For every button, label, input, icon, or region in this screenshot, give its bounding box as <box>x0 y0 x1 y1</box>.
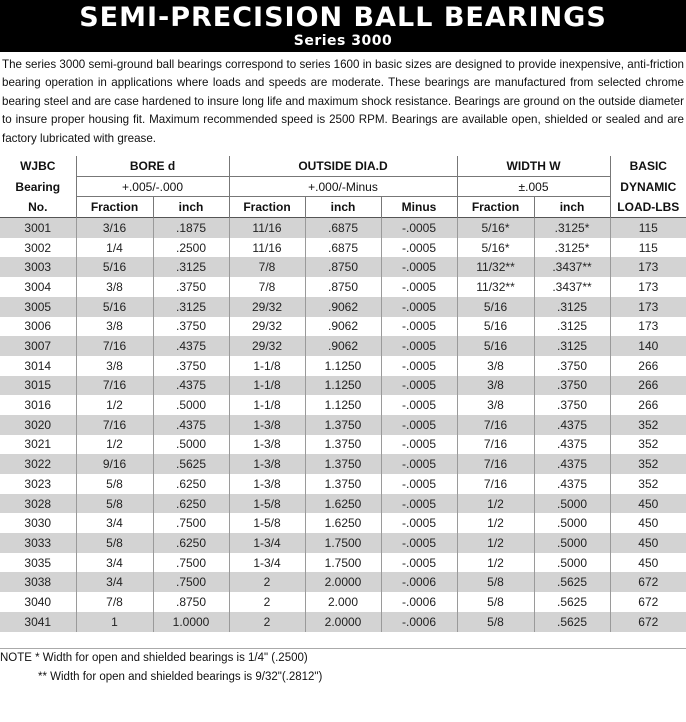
cell-bore-inch: .3125 <box>153 297 229 317</box>
cell-od-inch: 2.0000 <box>305 612 381 632</box>
cell-load-lbs: 173 <box>610 317 686 337</box>
cell-bearing-no: 3041 <box>0 612 76 632</box>
cell-od-fraction: 1-3/8 <box>229 454 305 474</box>
cell-bore-fraction: 3/8 <box>76 356 153 376</box>
cell-width-inch: .3750 <box>534 376 610 396</box>
cell-od-minus: -.0005 <box>381 257 457 277</box>
cell-bore-inch: .8750 <box>153 592 229 612</box>
cell-width-fraction: 7/16 <box>457 454 534 474</box>
cell-load-lbs: 352 <box>610 454 686 474</box>
cell-od-fraction: 1-3/8 <box>229 435 305 455</box>
cell-od-fraction: 1-5/8 <box>229 494 305 514</box>
cell-od-minus: -.0005 <box>381 395 457 415</box>
cell-od-minus: -.0005 <box>381 513 457 533</box>
col-header-bore: BORE d <box>76 156 229 176</box>
cell-load-lbs: 115 <box>610 218 686 238</box>
col-header-od-fraction: Fraction <box>229 197 305 218</box>
col-header-width: WIDTH W <box>457 156 610 176</box>
cell-od-fraction: 1-3/8 <box>229 415 305 435</box>
cell-bore-fraction: 5/16 <box>76 257 153 277</box>
cell-width-fraction: 3/8 <box>457 376 534 396</box>
cell-width-fraction: 7/16 <box>457 415 534 435</box>
cell-od-inch: 1.6250 <box>305 494 381 514</box>
cell-od-fraction: 1-1/8 <box>229 376 305 396</box>
cell-od-minus: -.0005 <box>381 277 457 297</box>
cell-od-minus: -.0005 <box>381 494 457 514</box>
intro-line: on the outside diameter to insure proper housing fit. Maximum recommended speed is 2500 RPM. Bearings are available <box>2 94 684 127</box>
table-row <box>0 257 686 277</box>
cell-od-inch: 2.000 <box>305 592 381 612</box>
intro-line: anti-friction bearing operation in applications where loads and speeds are moderate. These bearings are manufactured from <box>2 58 684 90</box>
cell-bore-inch: .4375 <box>153 336 229 356</box>
table-row <box>0 376 686 396</box>
cell-od-minus: -.0005 <box>381 336 457 356</box>
cell-od-inch: .8750 <box>305 257 381 277</box>
cell-bore-fraction: 7/8 <box>76 592 153 612</box>
cell-od-minus: -.0005 <box>381 218 457 238</box>
cell-od-fraction: 2 <box>229 572 305 592</box>
cell-load-lbs: 352 <box>610 415 686 435</box>
cell-od-fraction: 1-3/8 <box>229 474 305 494</box>
cell-od-minus: -.0005 <box>381 435 457 455</box>
cell-bore-inch: .6250 <box>153 533 229 553</box>
cell-width-inch: .5625 <box>534 572 610 592</box>
cell-bore-inch: .5000 <box>153 395 229 415</box>
cell-od-fraction: 1-5/8 <box>229 513 305 533</box>
cell-width-inch: .3125* <box>534 238 610 258</box>
cell-load-lbs: 672 <box>610 572 686 592</box>
cell-od-inch: 1.1250 <box>305 356 381 376</box>
cell-width-inch: .3125 <box>534 317 610 337</box>
cell-width-fraction: 5/8 <box>457 612 534 632</box>
cell-bore-inch: .5000 <box>153 435 229 455</box>
note-single-asterisk: NOTE * Width for open and shielded bearings is 1/4" (.2500) <box>0 652 308 664</box>
cell-bearing-no: 3033 <box>0 533 76 553</box>
cell-bore-fraction: 7/16 <box>76 415 153 435</box>
cell-load-lbs: 266 <box>610 395 686 415</box>
cell-bearing-no: 3002 <box>24 240 52 255</box>
cell-bore-fraction: 7/16 <box>76 376 153 396</box>
cell-load-lbs: 450 <box>610 513 686 533</box>
cell-width-fraction: 5/16 <box>457 317 534 337</box>
table-row <box>0 435 686 455</box>
cell-bearing-no: 3021 <box>24 437 52 452</box>
cell-bearing-no: 3004 <box>24 279 52 294</box>
cell-od-fraction: 11/16 <box>229 238 305 258</box>
cell-bearing-no: 3040 <box>24 594 52 609</box>
cell-load-lbs: 450 <box>610 533 686 553</box>
table-row <box>0 612 686 632</box>
bearing-spec-table <box>0 156 686 632</box>
col-header-no: No. <box>28 199 48 214</box>
cell-bore-inch: .7500 <box>153 513 229 533</box>
cell-bore-fraction: 9/16 <box>76 454 153 474</box>
col-header-outside-dia: OUTSIDE DIA.D <box>229 156 457 176</box>
bore-tolerance: +.005/-.000 <box>76 176 229 197</box>
cell-bearing-no: 3015 <box>0 376 76 396</box>
table-row <box>0 356 686 376</box>
table-row <box>0 533 686 553</box>
intro-line: The series 3000 semi-ground ball bearings correspond to series 1600 in basic sizes are designed to provide inexpensive, <box>2 58 625 71</box>
table-row <box>0 592 686 612</box>
table-row <box>0 572 686 592</box>
table-row <box>0 317 686 337</box>
cell-od-fraction: 1-3/4 <box>229 533 305 553</box>
cell-bore-fraction: 3/4 <box>76 553 153 573</box>
cell-width-inch: .3437** <box>534 257 610 277</box>
cell-bearing-no: 3038 <box>0 572 76 592</box>
cell-width-fraction: 1/2 <box>457 494 534 514</box>
cell-bore-inch: .7500 <box>153 553 229 573</box>
cell-bearing-no: 3035 <box>24 555 52 570</box>
cell-od-fraction: 11/16 <box>229 218 305 238</box>
table-body <box>0 218 686 632</box>
cell-od-fraction: 1-1/8 <box>229 356 305 376</box>
cell-od-minus: -.0005 <box>381 454 457 474</box>
cell-od-inch: 1.1250 <box>305 395 381 415</box>
cell-bearing-no: 3014 <box>24 358 52 373</box>
cell-bearing-no: 3006 <box>24 319 52 334</box>
cell-bore-fraction: 5/8 <box>76 494 153 514</box>
cell-od-minus: -.0005 <box>381 553 457 573</box>
note-double-asterisk: ** Width for open and shielded bearings is 9/32"(.2812") <box>38 671 323 683</box>
cell-width-inch: .3437** <box>534 277 610 297</box>
cell-od-minus: -.0005 <box>381 297 457 317</box>
cell-width-inch: .3125 <box>534 336 610 356</box>
cell-od-minus: -.0006 <box>381 592 457 612</box>
cell-width-inch: .5625 <box>534 612 610 632</box>
cell-od-minus: -.0005 <box>381 474 457 494</box>
cell-load-lbs: 173 <box>610 257 686 277</box>
cell-od-fraction: 2 <box>229 612 305 632</box>
col-header-od-inch: inch <box>305 197 381 218</box>
col-header-width-fraction: Fraction <box>457 197 534 218</box>
cell-bore-inch: .5625 <box>153 454 229 474</box>
intro-line: selected chrome bearing steel and are case hardened to insure long life and maximum shock resistance. Bearings are ground <box>2 76 685 108</box>
cell-bore-inch: .6250 <box>153 494 229 514</box>
cell-load-lbs: 266 <box>610 356 686 376</box>
cell-od-fraction: 29/32 <box>229 336 305 356</box>
table-row <box>0 336 686 356</box>
cell-bore-inch: .6250 <box>153 474 229 494</box>
cell-width-inch: .4375 <box>534 435 610 455</box>
cell-bore-fraction: 7/16 <box>76 336 153 356</box>
cell-bearing-no: 3001 <box>0 218 76 238</box>
cell-bearing-no: 3030 <box>24 516 52 531</box>
cell-od-inch: 1.7500 <box>305 553 381 573</box>
cell-od-inch: 2.0000 <box>305 572 381 592</box>
table-row <box>0 297 686 317</box>
cell-od-fraction: 1-3/4 <box>229 553 305 573</box>
cell-load-lbs: 450 <box>610 553 686 573</box>
cell-bore-fraction: 3/4 <box>76 513 153 533</box>
cell-width-fraction: 3/8 <box>457 356 534 376</box>
cell-od-fraction: 29/32 <box>229 317 305 337</box>
cell-bore-inch: .3750 <box>153 356 229 376</box>
cell-bore-inch: 1.0000 <box>153 612 229 632</box>
cell-load-lbs: 672 <box>610 612 686 632</box>
cell-bore-fraction: 3/4 <box>76 572 153 592</box>
table-row <box>0 238 686 258</box>
cell-width-inch: .3125* <box>534 218 610 238</box>
table-row <box>0 277 686 297</box>
cell-width-fraction: 5/16* <box>457 218 534 238</box>
cell-width-inch: .5000 <box>534 513 610 533</box>
cell-bore-fraction: 3/16 <box>76 218 153 238</box>
cell-od-inch: 1.3750 <box>305 474 381 494</box>
cell-bore-inch: .2500 <box>153 238 229 258</box>
cell-od-minus: -.0005 <box>381 238 457 258</box>
cell-od-minus: -.0006 <box>381 612 457 632</box>
cell-bore-fraction: 1/4 <box>76 238 153 258</box>
cell-width-fraction: 5/16 <box>457 336 534 356</box>
table-row <box>0 553 686 573</box>
cell-width-inch: .3125 <box>534 297 610 317</box>
cell-od-minus: -.0005 <box>381 415 457 435</box>
cell-od-inch: .6875 <box>305 238 381 258</box>
cell-bore-inch: .4375 <box>153 415 229 435</box>
cell-width-fraction: 7/16 <box>457 435 534 455</box>
cell-width-inch: .4375 <box>534 454 610 474</box>
cell-bearing-no: 3023 <box>24 476 52 491</box>
cell-width-fraction: 1/2 <box>457 533 534 553</box>
cell-od-inch: .9062 <box>305 317 381 337</box>
col-header-width-inch: inch <box>534 197 610 218</box>
cell-od-fraction: 2 <box>229 592 305 612</box>
page-subtitle: Series 3000 <box>293 33 393 49</box>
cell-load-lbs: 672 <box>610 592 686 612</box>
table-row <box>0 395 686 415</box>
cell-width-fraction: 3/8 <box>457 395 534 415</box>
cell-od-minus: -.0005 <box>381 317 457 337</box>
cell-od-fraction: 29/32 <box>229 297 305 317</box>
cell-bore-inch: .3750 <box>153 277 229 297</box>
cell-width-fraction: 11/32** <box>457 257 534 277</box>
cell-bearing-no: 3022 <box>0 454 76 474</box>
cell-bearing-no: 3028 <box>0 494 76 514</box>
outside-dia-tolerance: +.000/-Minus <box>229 176 457 197</box>
cell-bore-inch: .3125 <box>153 257 229 277</box>
cell-width-fraction: 7/16 <box>457 474 534 494</box>
cell-od-inch: 1.3750 <box>305 435 381 455</box>
intro-paragraph <box>2 56 684 148</box>
cell-load-lbs: 115 <box>610 238 686 258</box>
cell-width-inch: .3750 <box>534 395 610 415</box>
cell-width-fraction: 5/16* <box>457 238 534 258</box>
cell-width-fraction: 5/8 <box>457 572 534 592</box>
cell-od-minus: -.0005 <box>381 533 457 553</box>
cell-bore-inch: .1875 <box>153 218 229 238</box>
cell-width-inch: .4375 <box>534 415 610 435</box>
cell-load-lbs: 450 <box>610 494 686 514</box>
cell-width-fraction: 1/2 <box>457 553 534 573</box>
cell-od-inch: 1.3750 <box>305 415 381 435</box>
col-header-bore-inch: inch <box>153 197 229 218</box>
title-banner <box>0 0 686 52</box>
intro-line: open, shielded or sealed and are factory lubricated with grease. <box>2 113 684 145</box>
cell-width-inch: .3750 <box>534 356 610 376</box>
cell-width-inch: .4375 <box>534 474 610 494</box>
cell-bore-fraction: 1/2 <box>76 395 153 415</box>
cell-load-lbs: 140 <box>610 336 686 356</box>
cell-bore-inch: .3750 <box>153 317 229 337</box>
cell-od-inch: .9062 <box>305 336 381 356</box>
cell-bore-fraction: 5/16 <box>76 297 153 317</box>
cell-bore-inch: .7500 <box>153 572 229 592</box>
col-header-wjbc: WJBC <box>20 159 56 174</box>
cell-width-inch: .5000 <box>534 553 610 573</box>
cell-od-fraction: 1-1/8 <box>229 395 305 415</box>
cell-bore-fraction: 5/8 <box>76 474 153 494</box>
width-tolerance: ±.005 <box>457 176 610 197</box>
cell-bore-fraction: 1 <box>76 612 153 632</box>
cell-bearing-no: 3016 <box>24 398 52 413</box>
table-row <box>0 454 686 474</box>
cell-bore-fraction: 3/8 <box>76 317 153 337</box>
cell-load-lbs: 352 <box>610 474 686 494</box>
cell-load-lbs: 266 <box>610 376 686 396</box>
cell-bore-fraction: 1/2 <box>76 435 153 455</box>
col-header-od-minus: Minus <box>381 197 457 218</box>
col-header-bearing: Bearing <box>15 179 61 194</box>
table-row <box>0 415 686 435</box>
cell-bore-inch: .4375 <box>153 376 229 396</box>
cell-od-inch: 1.1250 <box>305 376 381 396</box>
col-header-bore-fraction: Fraction <box>76 197 153 218</box>
cell-width-fraction: 1/2 <box>457 513 534 533</box>
cell-load-lbs: 173 <box>610 297 686 317</box>
table-row <box>0 474 686 494</box>
cell-load-lbs: 352 <box>610 435 686 455</box>
cell-bearing-no: 3003 <box>0 257 76 277</box>
cell-od-minus: -.0005 <box>381 356 457 376</box>
cell-load-lbs: 173 <box>610 277 686 297</box>
cell-width-inch: .5000 <box>534 494 610 514</box>
cell-bore-fraction: 5/8 <box>76 533 153 553</box>
cell-od-inch: 1.6250 <box>305 513 381 533</box>
table-row <box>0 218 686 238</box>
col-header-load: LOAD-LBS <box>610 197 686 218</box>
cell-od-inch: 1.7500 <box>305 533 381 553</box>
page-title: SEMI-PRECISION BALL BEARINGS <box>79 2 607 33</box>
cell-od-inch: .9062 <box>305 297 381 317</box>
cell-od-inch: 1.3750 <box>305 454 381 474</box>
cell-width-inch: .5625 <box>534 592 610 612</box>
cell-width-fraction: 5/8 <box>457 592 534 612</box>
cell-width-fraction: 11/32** <box>457 277 534 297</box>
cell-bearing-no: 3005 <box>0 297 76 317</box>
cell-width-inch: .5000 <box>534 533 610 553</box>
cell-bearing-no: 3007 <box>0 336 76 356</box>
cell-bore-fraction: 3/8 <box>76 277 153 297</box>
col-header-dynamic: DYNAMIC <box>610 176 686 197</box>
cell-od-inch: .6875 <box>305 218 381 238</box>
cell-od-minus: -.0006 <box>381 572 457 592</box>
cell-bearing-no: 3020 <box>0 415 76 435</box>
cell-od-minus: -.0005 <box>381 376 457 396</box>
cell-width-fraction: 5/16 <box>457 297 534 317</box>
notes-section <box>0 648 686 687</box>
col-header-basic: BASIC <box>610 156 686 176</box>
cell-od-fraction: 7/8 <box>229 277 305 297</box>
cell-od-fraction: 7/8 <box>229 257 305 277</box>
cell-od-inch: .8750 <box>305 277 381 297</box>
table-row <box>0 494 686 514</box>
table-row <box>0 513 686 533</box>
